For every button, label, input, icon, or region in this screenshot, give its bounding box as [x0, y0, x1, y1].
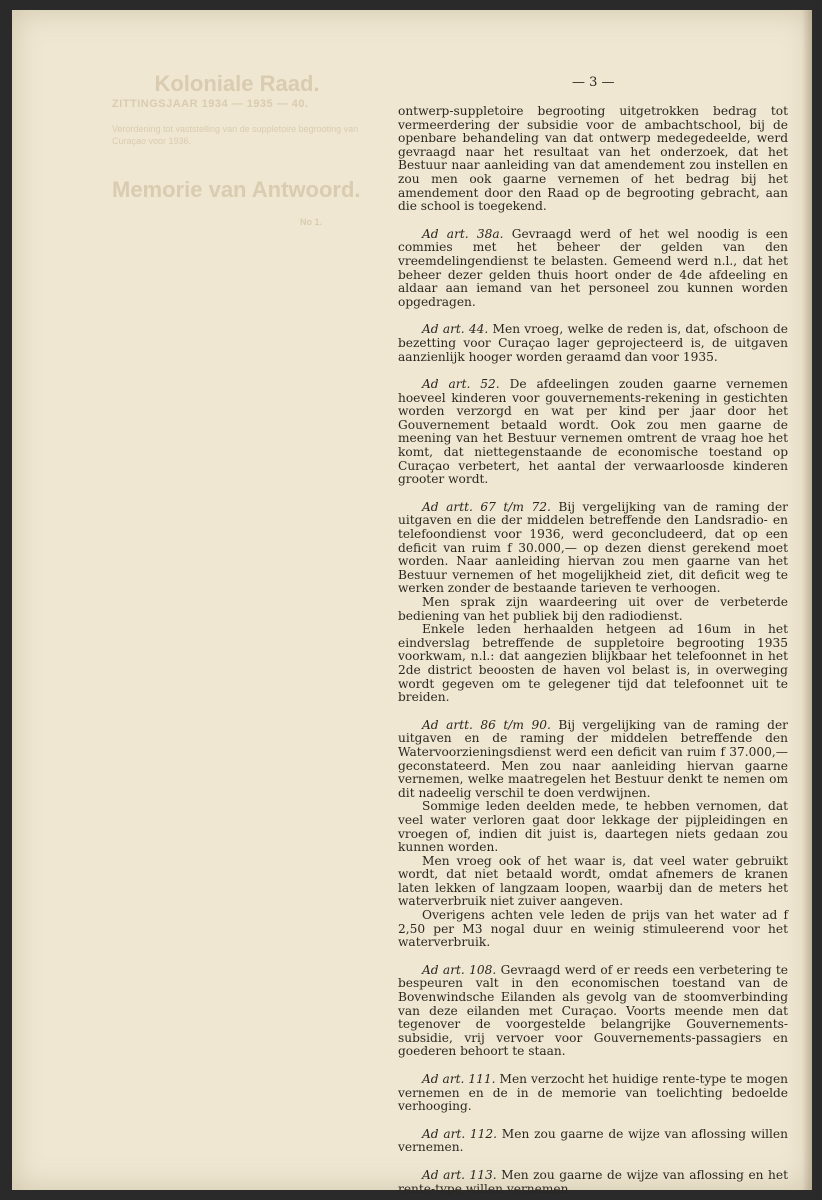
ghost-session: ZITTINGSJAAR 1934 — 1935 — 40.: [112, 98, 309, 111]
paragraph: [398, 228, 788, 310]
paragraph: [398, 800, 788, 854]
article-ref: Ad art. 113.: [422, 1167, 497, 1182]
paragraph-text: Overigens achten vele leden de prijs van het water ad f 2,50 per M3 nogal duur en weinig stimuleerend voor het waterverbruik.: [398, 908, 788, 950]
paragraph-text: De afdeelingen zouden gaarne vernemen hoeveel kinderen voor gouvernements-rekening in gestichten worden verzorgd en wat per kind per jaar door het Gouvernement betaald wordt. Ook zou men gaarne de meening van het Bestuur vernemen omtrent de vraag hoe het komt, dat niettegenstaande de economische toestand op Curaçao verbetert, het aantal der verwaarloosde kinderen grooter wordt.: [398, 377, 788, 487]
paragraph: [398, 501, 788, 596]
article-ref: Ad artt. 67 t/m 72.: [422, 499, 551, 514]
paragraph-text: Men verzocht het huidige rente-type te mogen vernemen en de in de memorie van toelichting bedoelde verhooging.: [398, 1072, 789, 1114]
paragraph: [398, 909, 788, 950]
paragraph-text: Enkele leden herhaalden hetgeen ad 16um in het eindverslag betreffende de suppletoire begrooting 1935 voorkwam, n.l.: dat aangezien blijkbaar het telefoonnet in het 2de district beoosten de haven vol belast is, in overweging wordt gegeven om te gelegener tijd dat telefoonnet uit te breiden.: [398, 622, 788, 705]
paragraph: [398, 1128, 788, 1155]
article-ref: Ad art. 38a.: [422, 226, 504, 241]
faded-show-through-header: [112, 72, 362, 228]
paragraph: [398, 105, 788, 214]
article-ref: Ad art. 112.: [422, 1126, 498, 1141]
text-column: [398, 105, 788, 1196]
paragraph: [398, 623, 788, 705]
paragraph-text: Gevraagd werd of het wel noodig is een commies met het beheer der gelden van den vreemdelingendienst te belasten. Gemeend werd n.l., dat het beheer dezer gelden thuis hoort onder de 4de afdeeling en aldaar aan iemand van het personeel zou kunnen worden opgedragen.: [398, 226, 788, 309]
paragraph-text: ontwerp-suppletoire begrooting uitgetrokken bedrag tot vermeerdering der subsidie voor de ambachtschool, bij de openbare behandeling van dat ontwerp medegedeelde, werd gevraagd naar het resultaat van het onderzoek, dat het Bestuur naar aanleiding van dat amendement zou instellen en zou men ook gaarne vernemen of het bedrag bij het amendement door den Raad op de begrooting gebracht, aan die school is toegekend.: [398, 104, 788, 214]
paragraph-text: Men sprak zijn waardeering uit over de verbeterde bediening van het publiek bij den radiodienst.: [398, 595, 788, 623]
ghost-note: Verordening tot vaststelling van de suppletoire begrooting van Curaçao voor 1936.: [112, 124, 359, 146]
page-number: — 3 —: [572, 75, 615, 90]
paragraph: [398, 719, 788, 801]
ghost-title: Koloniale Raad.: [154, 71, 320, 96]
paragraph-text: Men zou gaarne de wijze van aflossing willen vernemen.: [398, 1126, 788, 1155]
paragraph: [398, 323, 788, 364]
paragraph: [398, 1073, 788, 1114]
article-ref: Ad art. 111.: [422, 1072, 496, 1086]
paragraph-text: Men zou gaarne de wijze van aflossing en het rente-type willen vernemen.: [398, 1167, 788, 1196]
paragraph-text: Sommige leden deelden mede, te hebben vernomen, dat veel water verloren gaat door lekkage der pijpleidingen en vroegen of, indien dit juist is, daartegen niets gedaan zou kunnen worden.: [398, 799, 788, 855]
paragraph: [398, 855, 788, 909]
article-ref: Ad art. 108.: [422, 962, 497, 977]
paragraph: [398, 964, 788, 1059]
article-ref: Ad artt. 86 t/m 90.: [422, 717, 551, 732]
ghost-heading: Memorie van Antwoord.: [112, 176, 361, 202]
paragraph-text: Bij vergelijking van de raming der uitgaven en de raming der middelen betreffende den Watervoorzieningsdienst werd een deficit van ruim f 37.000,— geconstateerd. Men zou naar aanleiding hiervan gaarne vernemen, welke maatregelen het Bestuur denkt te nemen om dit nadeelig verschil te doen verdwijnen.: [398, 717, 789, 800]
paragraph: [398, 596, 788, 623]
article-ref: Ad art. 44.: [422, 322, 489, 337]
paragraph: [398, 378, 788, 487]
paragraph-text: Men vroeg ook of het waar is, dat veel water gebruikt wordt, dat niet betaald wordt, omdat afnemers de kranen laten lekken of langzaam loopen, waarbij dan de meters het waterverbruik niet zuiver aangeven.: [398, 853, 788, 909]
paragraph-text: Gevraagd werd of er reeds een verbetering te bespeuren valt in den economischen toestand van de Bovenwindsche Eilanden als gevolg van de stoomverbinding van deze eilanden met Curaçao. Voorts meende men dat tegenover de voorgestelde belangrijke Gouvernements-subsidie, vrij vervoer voor Gouvernements-passagiers en goederen behoort te staan.: [398, 962, 789, 1059]
paragraph-text: Men vroeg, welke de reden is, dat, ofschoon de bezetting voor Curaçao lager geprojecteerd is, de uitgaven aanzienlijk hooger worden geraamd dan voor 1935.: [398, 322, 789, 364]
ghost-number: No 1.: [299, 216, 322, 227]
document-page: [12, 10, 812, 1196]
paragraph: [398, 1169, 788, 1196]
article-ref: Ad art. 52.: [422, 377, 500, 392]
paragraph-text: Bij vergelijking van de raming der uitgaven en die der middelen betreffende den Landsradio- en telefoondienst voor 1936, werd geconcludeerd, dat op een deficit van ruim f 30.000,— op dezen dienst gerekend moet worden. Naar aanleiding hiervan zou men gaarne van het Bestuur vernemen of het mogelijkheid ziet, dit deficit weg te werken zonder de bestaande tarieven te verhoogen.: [398, 499, 789, 596]
